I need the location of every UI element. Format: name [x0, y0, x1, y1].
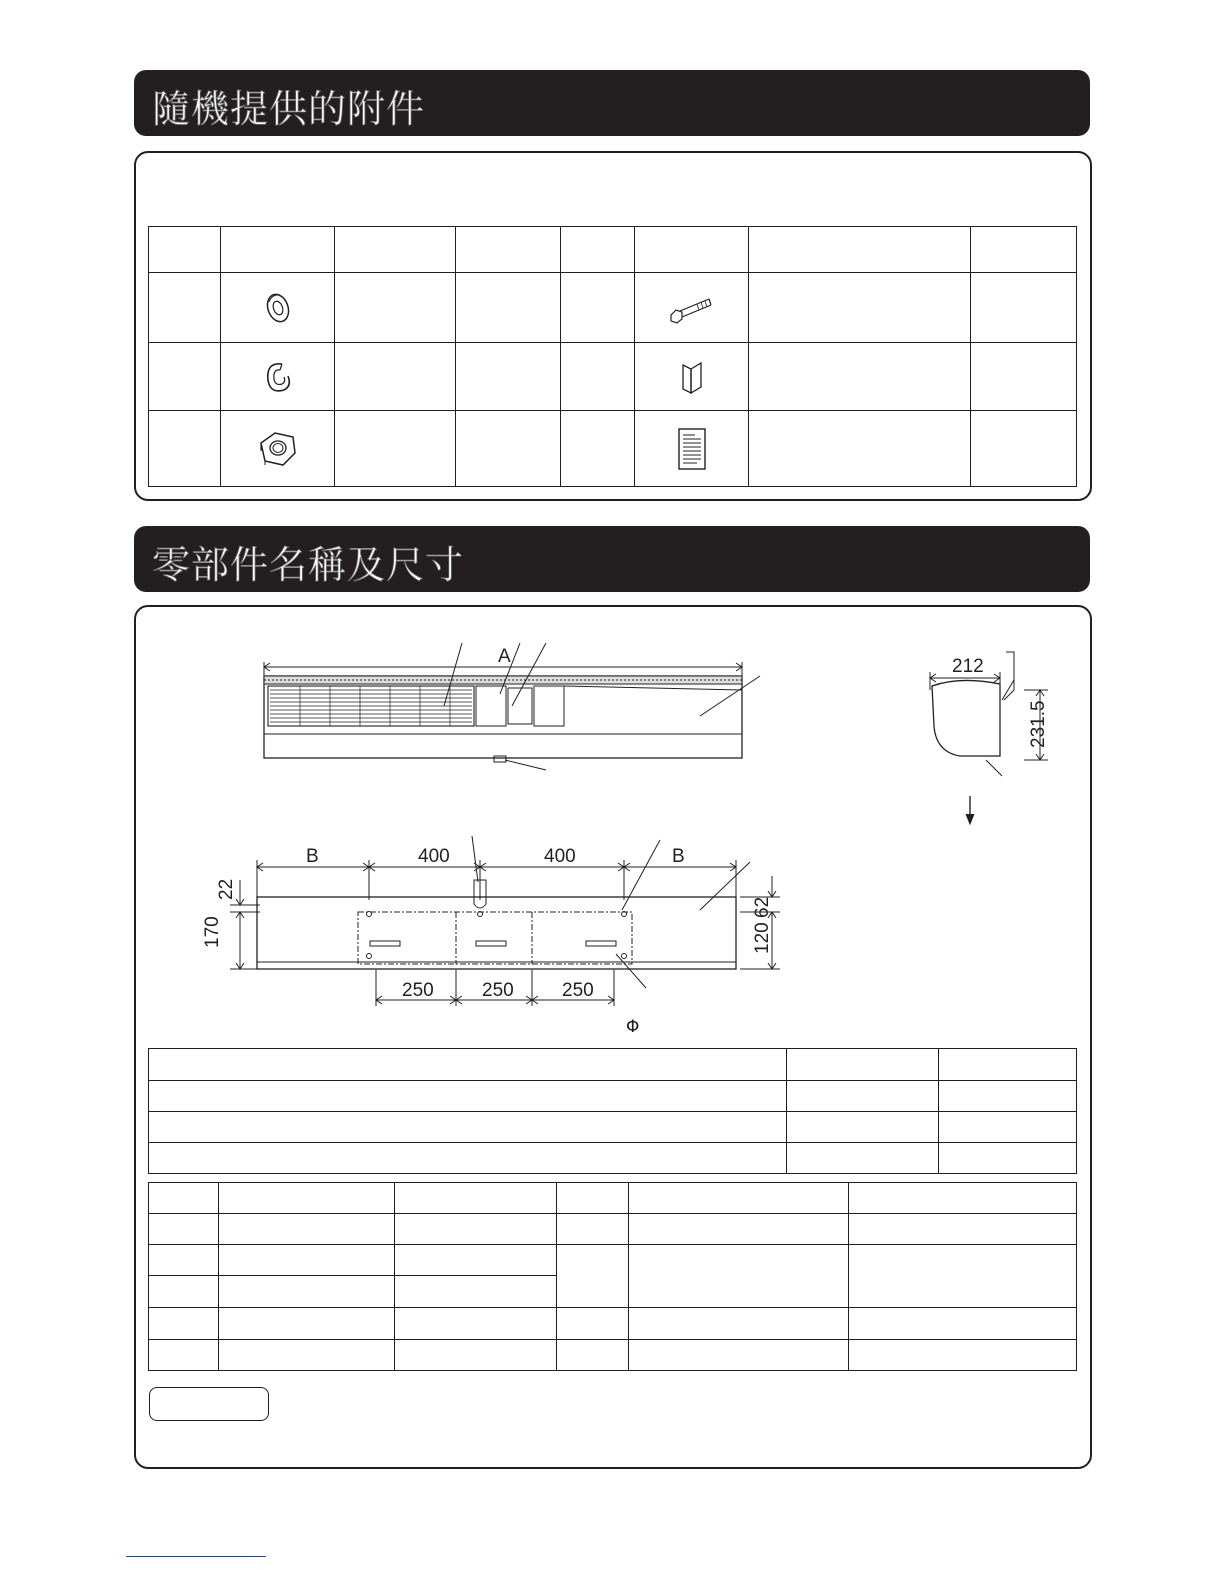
dim-bottom-1: 250: [402, 980, 434, 1001]
dim-right-120: 120: [752, 922, 773, 954]
table-row: [149, 1183, 1077, 1214]
table-row: [149, 1049, 1077, 1081]
section-title: 隨機提供的附件: [152, 87, 426, 131]
dim-bottom-2: 250: [482, 980, 514, 1001]
table-row: [149, 1143, 1077, 1174]
section-title: 零部件名稱及尺寸: [152, 543, 465, 587]
dim-left-22: 22: [216, 878, 237, 900]
footer-link-underline: [126, 1556, 266, 1557]
table-row: [149, 1340, 1077, 1371]
table-row: [149, 1308, 1077, 1340]
table-row: [149, 1245, 1077, 1276]
dim-side-height: 231.5: [1028, 700, 1049, 748]
dim-left-170: 170: [202, 916, 223, 948]
table-row: [149, 1112, 1077, 1143]
parts-table: [148, 1182, 1077, 1371]
dim-pitch-1: 400: [418, 846, 450, 867]
dim-side-width: 212: [952, 656, 984, 677]
dim-b-left: B: [306, 846, 319, 867]
dim-pitch-2: 400: [544, 846, 576, 867]
dim-b-right: B: [672, 846, 685, 867]
table-row: [149, 1214, 1077, 1245]
model-dimension-table: [148, 1048, 1077, 1174]
dim-right-62: 62: [752, 896, 773, 918]
dim-bottom-3: 250: [562, 980, 594, 1001]
table-row: [149, 1081, 1077, 1112]
note-label-box: [149, 1387, 269, 1421]
front-view: [264, 643, 760, 770]
dim-label-a: A: [498, 646, 511, 667]
phi-symbol: Φ: [626, 1017, 640, 1037]
